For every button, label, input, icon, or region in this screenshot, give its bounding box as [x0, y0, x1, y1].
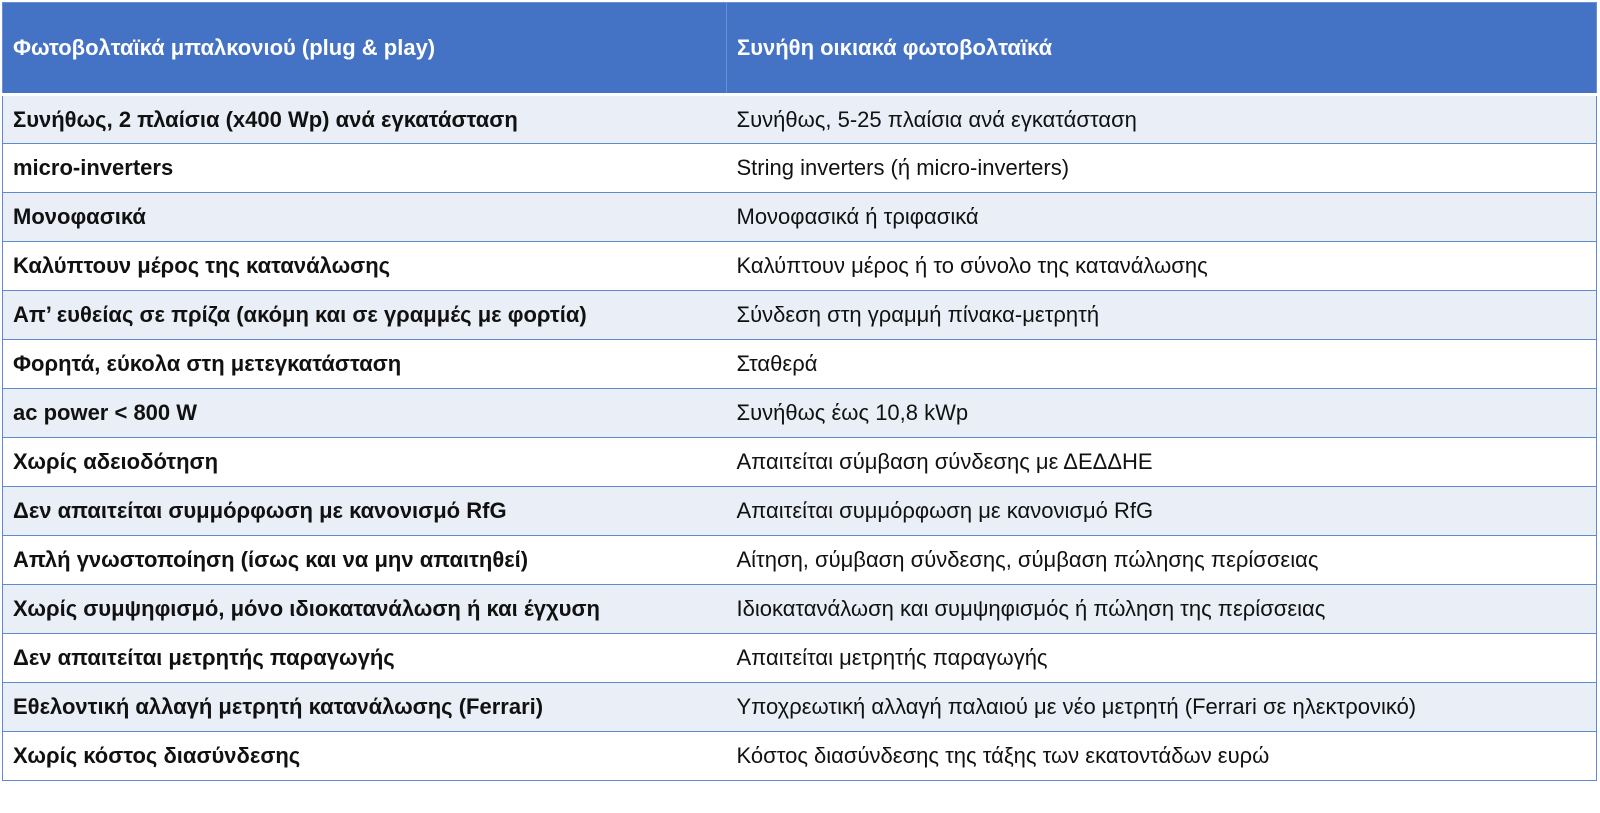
cell-residential: Απαιτείται σύμβαση σύνδεσης με ΔΕΔΔΗΕ — [727, 438, 1597, 487]
table-row — [3, 536, 1597, 585]
cell-residential: Αίτηση, σύμβαση σύνδεσης, σύμβαση πώλησης περίσσειας — [727, 536, 1597, 585]
table-body — [3, 95, 1597, 781]
cell-balcony: Απλή γνωστοποίηση (ίσως και να μην απαιτηθεί) — [3, 536, 727, 585]
cell-balcony: Καλύπτουν μέρος της κατανάλωσης — [3, 242, 727, 291]
cell-residential: Σταθερά — [727, 340, 1597, 389]
cell-residential: Σύνδεση στη γραμμή πίνακα-μετρητή — [727, 291, 1597, 340]
cell-balcony: Δεν απαιτείται συμμόρφωση με κανονισμό RfG — [3, 487, 727, 536]
cell-residential: Απαιτείται συμμόρφωση με κανονισμό RfG — [727, 487, 1597, 536]
table-row — [3, 732, 1597, 781]
cell-balcony: Χωρίς συμψηφισμό, μόνο ιδιοκατανάλωση ή και έγχυση — [3, 585, 727, 634]
cell-balcony: Δεν απαιτείται μετρητής παραγωγής — [3, 634, 727, 683]
cell-residential: String inverters (ή micro-inverters) — [727, 144, 1597, 193]
table-row — [3, 634, 1597, 683]
table-row — [3, 340, 1597, 389]
header-row — [3, 3, 1597, 95]
table-row — [3, 291, 1597, 340]
table-row — [3, 487, 1597, 536]
cell-residential: Καλύπτουν μέρος ή το σύνολο της κατανάλωσης — [727, 242, 1597, 291]
table-row — [3, 144, 1597, 193]
table-row — [3, 95, 1597, 144]
header-balcony-pv: Φωτοβολταϊκά μπαλκονιού (plug & play) — [3, 3, 727, 95]
cell-residential: Συνήθως έως 10,8 kWp — [727, 389, 1597, 438]
comparison-table — [2, 2, 1597, 781]
cell-balcony: Συνήθως, 2 πλαίσια (x400 Wp) ανά εγκατάσταση — [3, 95, 727, 144]
cell-balcony: Μονοφασικά — [3, 193, 727, 242]
table-row — [3, 585, 1597, 634]
table-row — [3, 438, 1597, 487]
cell-residential: Υποχρεωτική αλλαγή παλαιού με νέο μετρητή (Ferrari σε ηλεκτρονικό) — [727, 683, 1597, 732]
table-row — [3, 242, 1597, 291]
cell-residential: Απαιτείται μετρητής παραγωγής — [727, 634, 1597, 683]
cell-balcony: ac power < 800 W — [3, 389, 727, 438]
header-residential-pv: Συνήθη οικιακά φωτοβολταϊκά — [727, 3, 1597, 95]
cell-balcony: Απ’ ευθείας σε πρίζα (ακόμη και σε γραμμές με φορτία) — [3, 291, 727, 340]
comparison-table-container — [2, 2, 1596, 781]
table-row — [3, 193, 1597, 242]
cell-residential: Ιδιοκατανάλωση και συμψηφισμός ή πώληση της περίσσειας — [727, 585, 1597, 634]
table-header — [3, 3, 1597, 95]
table-row — [3, 389, 1597, 438]
cell-balcony: Χωρίς αδειοδότηση — [3, 438, 727, 487]
cell-residential: Κόστος διασύνδεσης της τάξης των εκατοντάδων ευρώ — [727, 732, 1597, 781]
cell-balcony: Εθελοντική αλλαγή μετρητή κατανάλωσης (Ferrari) — [3, 683, 727, 732]
cell-balcony: Χωρίς κόστος διασύνδεσης — [3, 732, 727, 781]
cell-residential: Μονοφασικά ή τριφασικά — [727, 193, 1597, 242]
cell-residential: Συνήθως, 5-25 πλαίσια ανά εγκατάσταση — [727, 95, 1597, 144]
cell-balcony: micro-inverters — [3, 144, 727, 193]
cell-balcony: Φορητά, εύκολα στη μετεγκατάσταση — [3, 340, 727, 389]
table-row — [3, 683, 1597, 732]
